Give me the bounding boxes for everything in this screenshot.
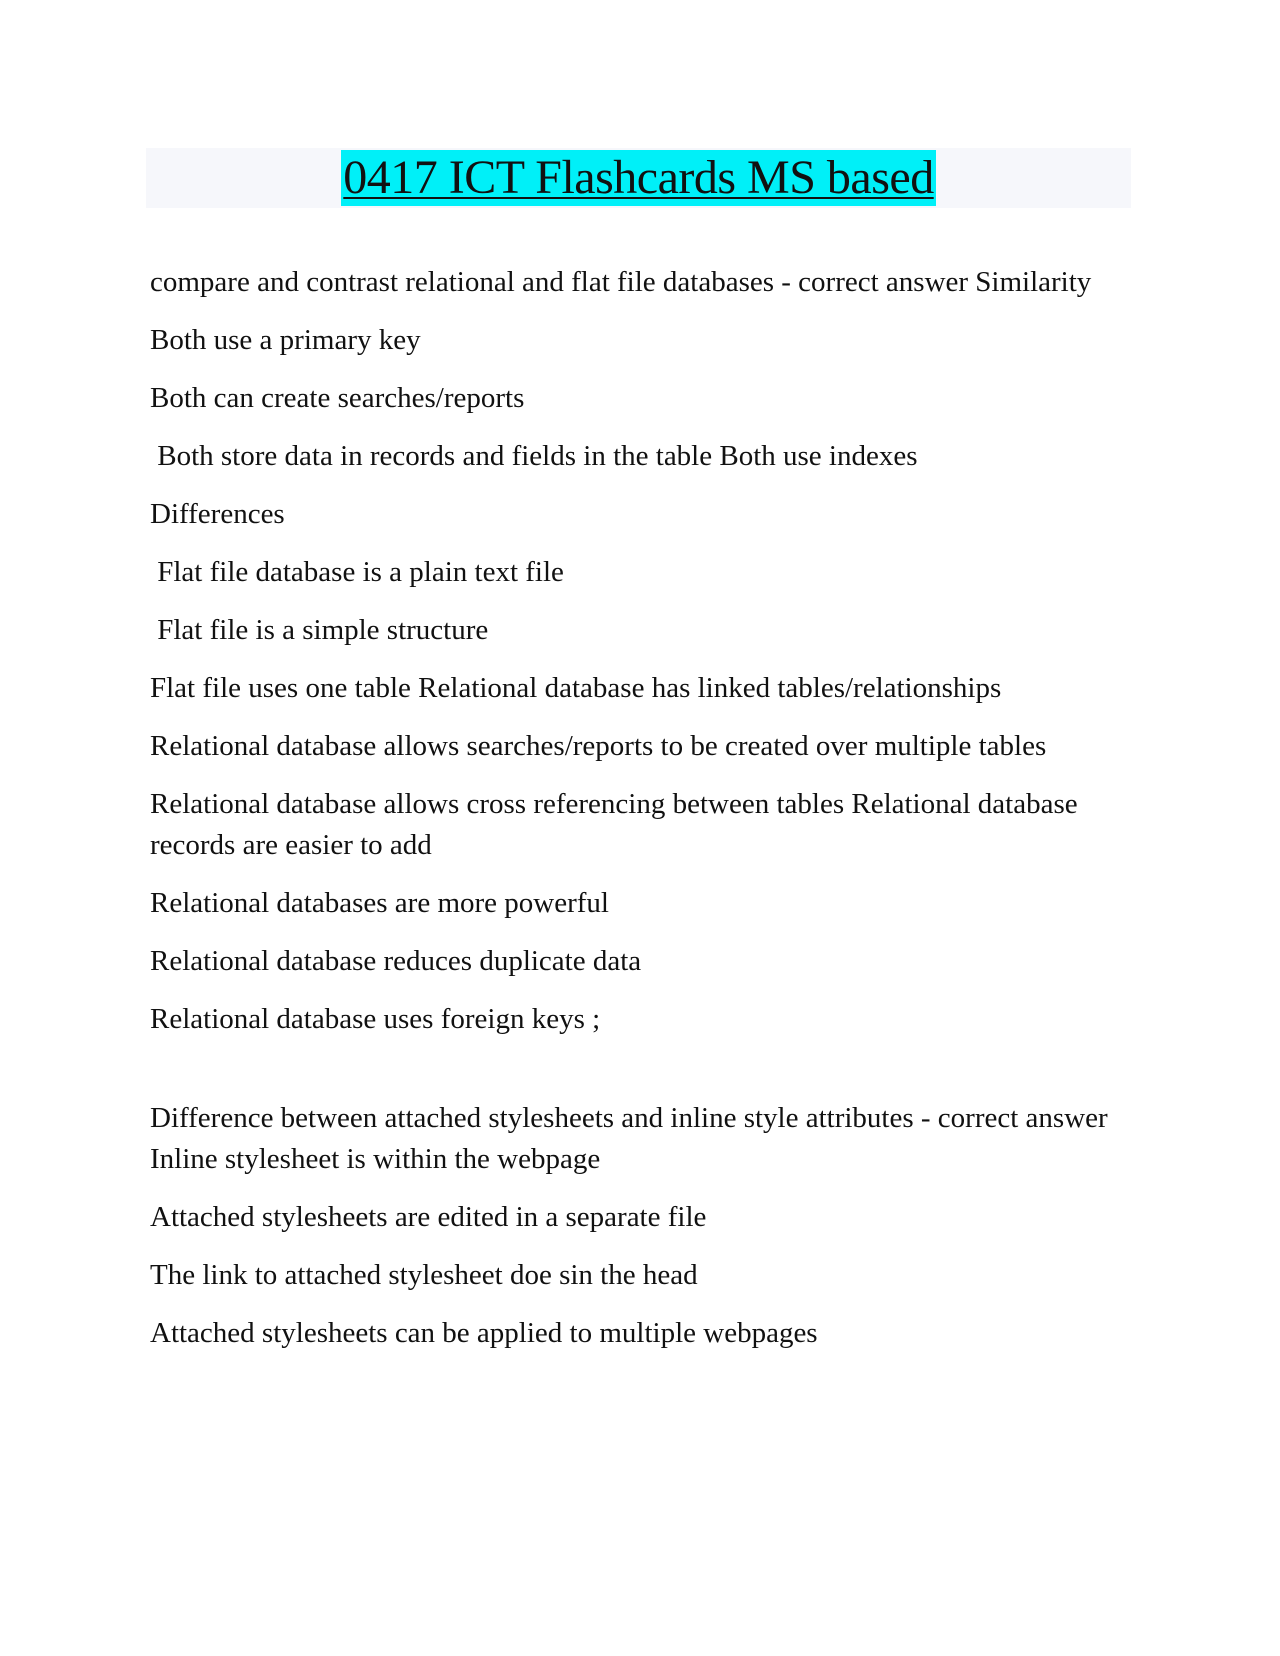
paragraph: The link to attached stylesheet doe sin the head (150, 1259, 698, 1291)
paragraph: Relational database reduces duplicate data (150, 945, 642, 977)
document-body (150, 262, 1130, 1371)
paragraph: Both store data in records and fields in the table Both use indexes (150, 440, 918, 472)
paragraph: Relational database allows cross referencing between tables Relational database records are easier to add (150, 788, 1078, 861)
paragraph: Flat file is a simple structure (150, 614, 489, 646)
paragraph: compare and contrast relational and flat file databases - correct answer Similarity (150, 266, 1092, 298)
paragraph: Relational databases are more powerful (150, 887, 609, 919)
paragraph: Flat file uses one table Relational database has linked tables/relationships (150, 672, 1002, 704)
paragraph: Difference between attached stylesheets and inline style attributes - correct answer Inline stylesheet is within the webpage (150, 1102, 1108, 1175)
paragraph: Attached stylesheets are edited in a separate file (150, 1201, 707, 1233)
paragraph: Attached stylesheets can be applied to multiple webpages (150, 1317, 818, 1349)
paragraph: Relational database allows searches/reports to be created over multiple tables (150, 730, 1047, 762)
paragraph: Both use a primary key (150, 324, 421, 356)
document-title: 0417 ICT Flashcards MS based (343, 151, 934, 204)
paragraph: Both can create searches/reports (150, 382, 525, 414)
paragraph: Differences (150, 498, 285, 530)
paragraph: Flat file database is a plain text file (150, 556, 564, 588)
title-banner (146, 148, 1131, 208)
paragraph: Relational database uses foreign keys ; (150, 1003, 601, 1035)
